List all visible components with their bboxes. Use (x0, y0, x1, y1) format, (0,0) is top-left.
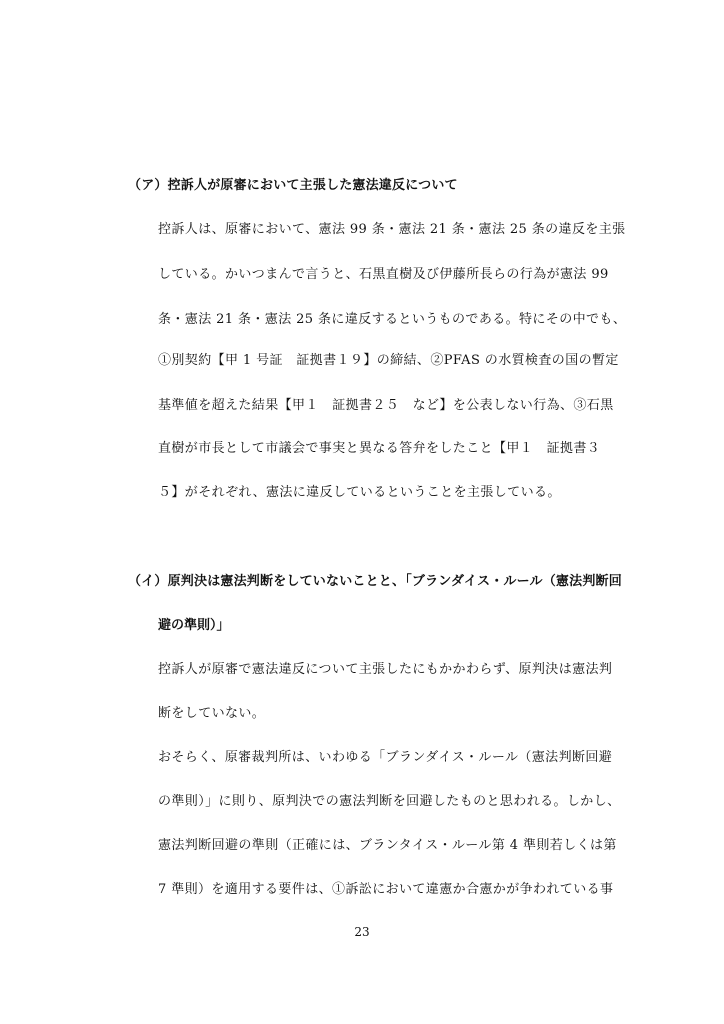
section-a-line-6: 直樹が市長として市議会で事実と異なる答弁をしたこと【甲１ 証拠書３ (158, 441, 601, 456)
section-i-line-6: 7 準則）を適用する要件は、①訴訟において違憲か合憲かが争われている事 (158, 882, 614, 897)
section-i-heading-line-2: 避の準則）」 (158, 618, 230, 633)
section-i-line-4: の準則）」に則り、原判決での憲法判断を回避したものと思われる。しかし、 (158, 794, 621, 809)
section-i-heading-line-1: （イ）原判決は憲法判断をしていないことと、「ブランダイス・ルール（憲法判断回 (128, 574, 622, 589)
section-i-line-1: 控訴人が原審で憲法違反について主張したにもかかわらず、原判決は憲法判 (158, 662, 613, 677)
section-i-line-3: おそらく、原審裁判所は、いわゆる「ブランダイス・ルール（憲法判断回避 (158, 750, 613, 765)
section-a-line-7: ５】がそれぞれ、憲法に違反しているということを主張している。 (158, 485, 561, 500)
section-a-line-5: 基準値を超えた結果【甲１ 証拠書２５ など】を公表しない行為、③石黒 (158, 398, 614, 413)
section-a-line-1: 控訴人は、原審において、憲法 99 条・憲法 21 条・憲法 25 条の違反を主張 (158, 222, 626, 237)
section-a-line-2: している。かいつまんで言うと、石黒直樹及び伊藤所長らの行為が憲法 99 (158, 267, 609, 282)
section-i-line-2: 断をしていない。 (158, 706, 266, 721)
section-a-heading: （ア）控訴人が原審において主張した憲法違反について (128, 178, 458, 193)
section-a-line-3: 条・憲法 21 条・憲法 25 条に違反するというものである。特にその中でも、 (158, 312, 627, 327)
section-a-line-4: ①別契約【甲 1 号証 証拠書１９】の締結、②PFAS の水質検査の国の暫定 (158, 353, 619, 368)
section-i-line-5: 憲法判断回避の準則（正確には、ブランタイス・ルール第 4 準則若しくは第 (158, 838, 617, 853)
page-number: 23 (354, 925, 370, 939)
